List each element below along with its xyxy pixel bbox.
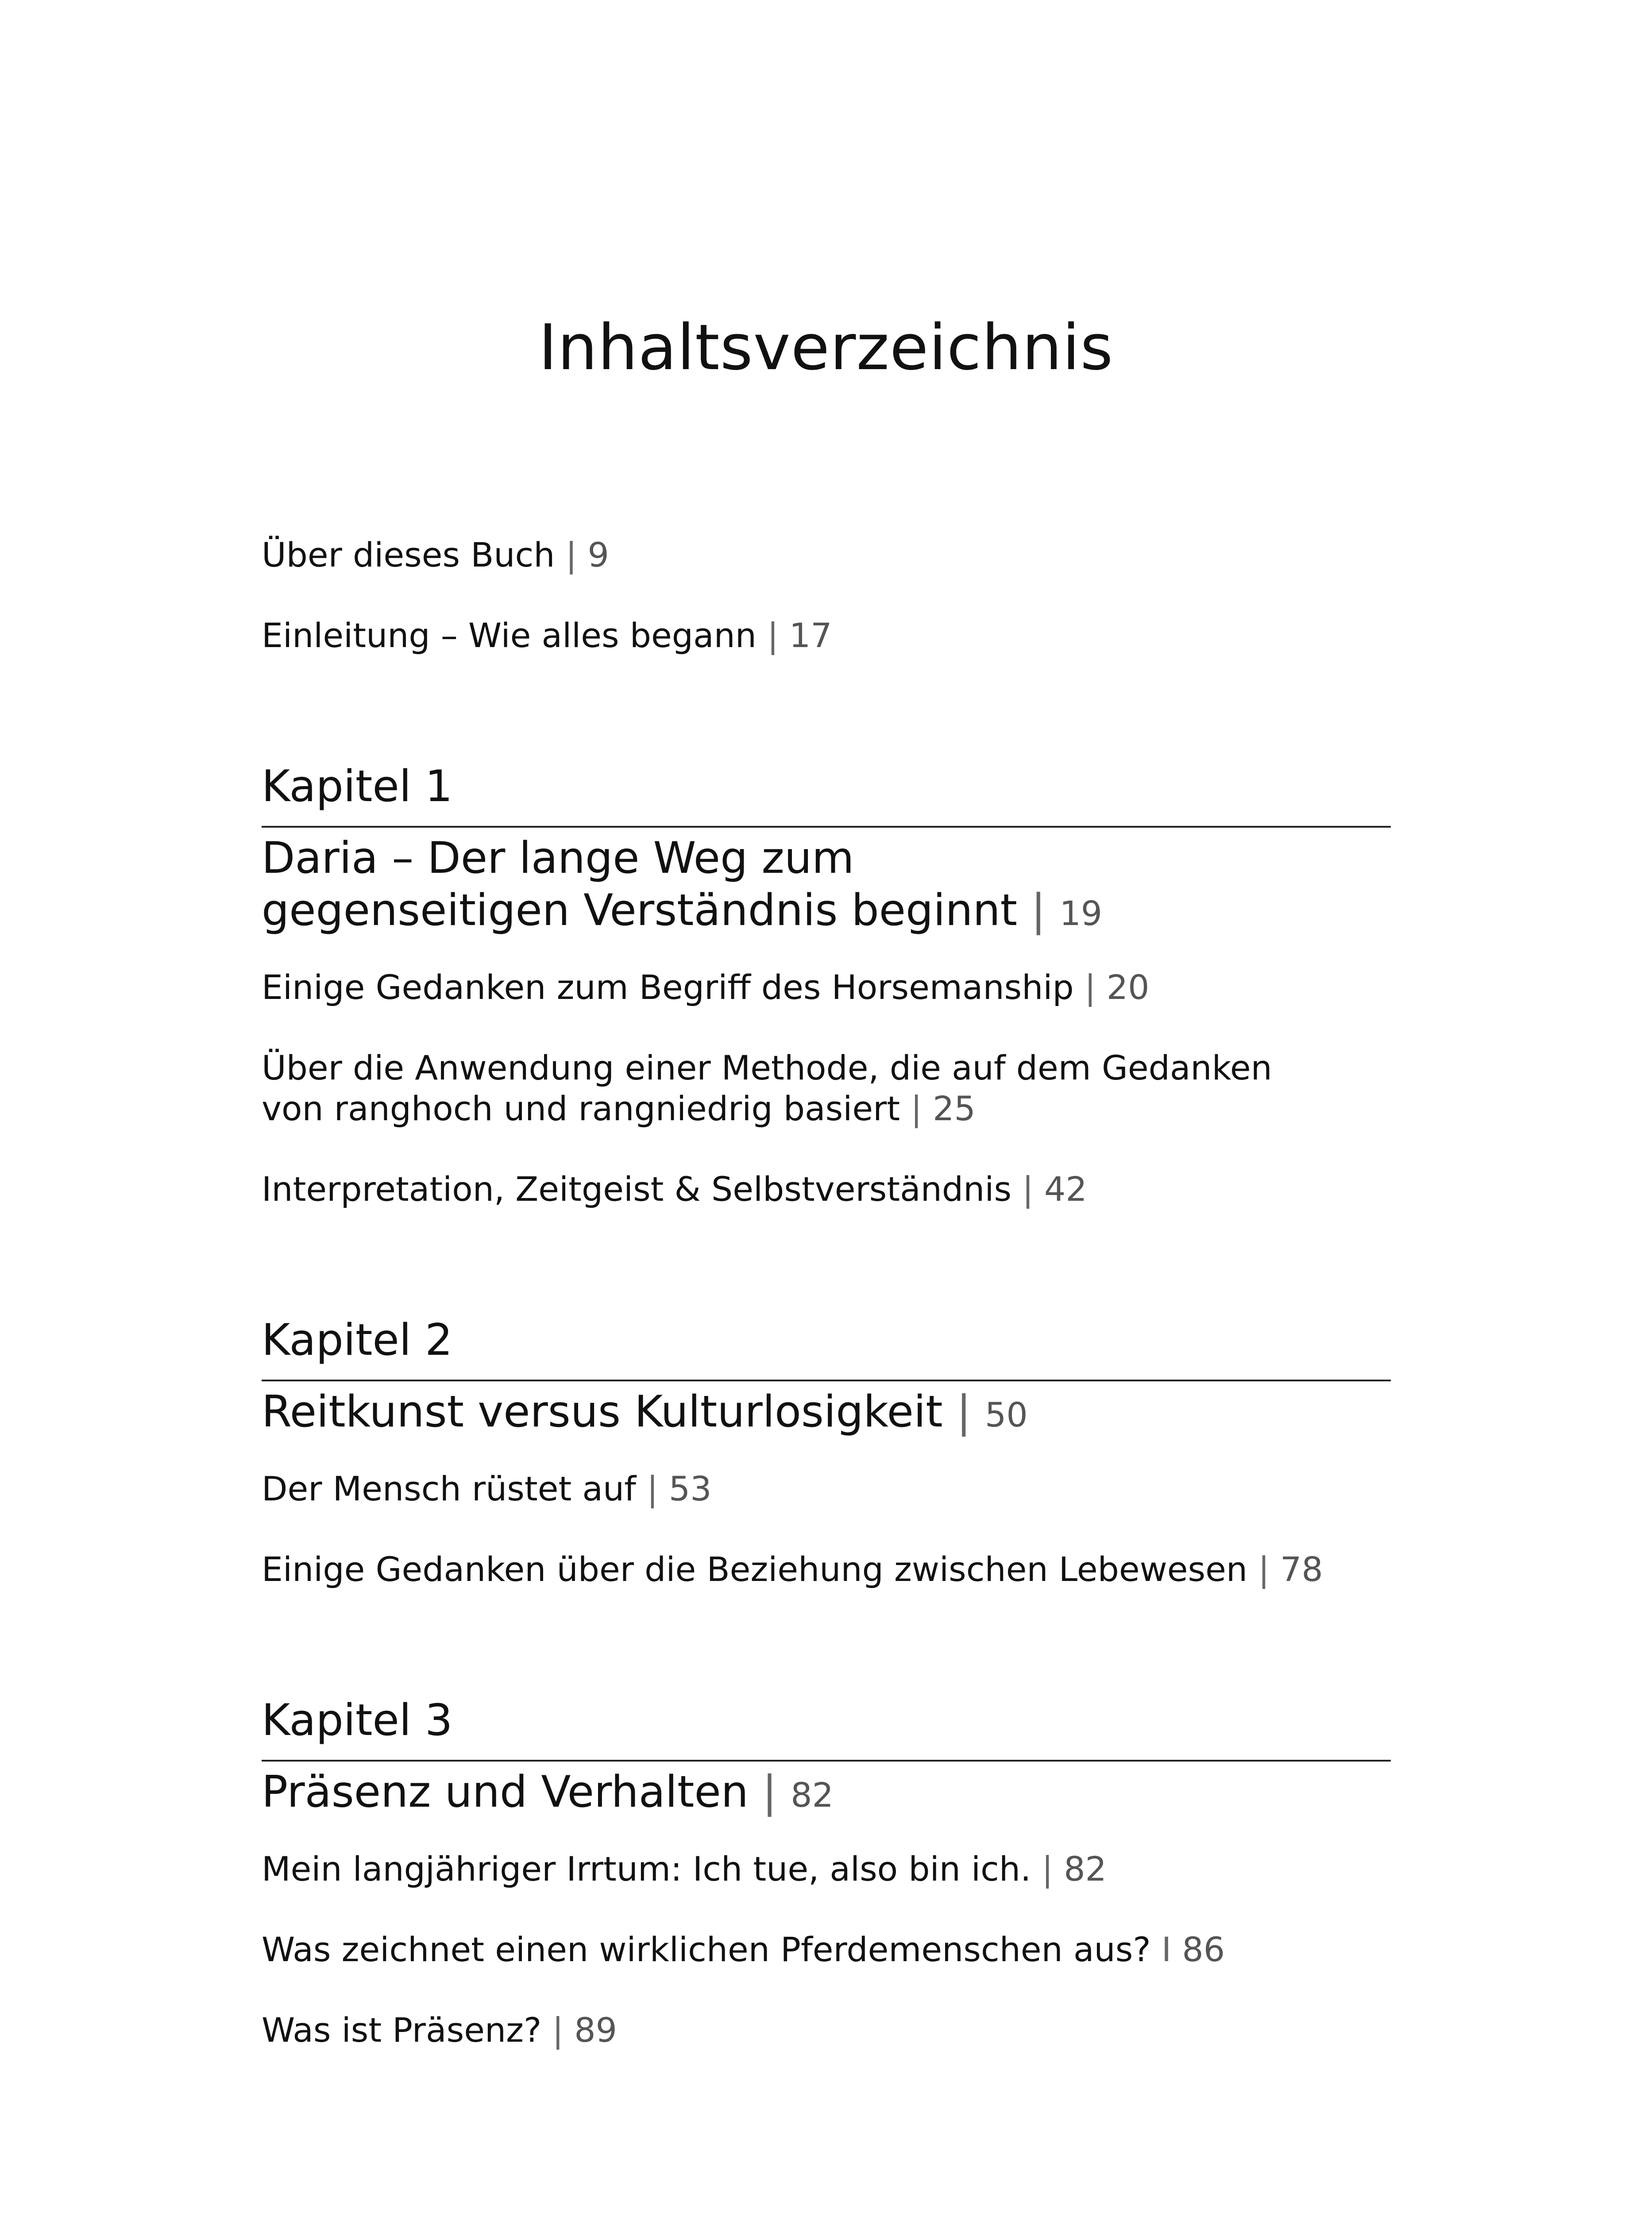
page-number: 82 xyxy=(791,1775,834,1815)
page-number: 86 xyxy=(1182,1930,1225,1969)
page-number: 20 xyxy=(1106,968,1150,1007)
page-separator: I xyxy=(1161,1930,1172,1969)
page-title: Inhaltsverzeichnis xyxy=(538,311,1114,385)
toc-entry xyxy=(262,1849,1391,1889)
entry-text: Mein langjähriger Irrtum: Ich tue, also bin ich. | 82 xyxy=(262,1849,1107,1889)
page-number: 78 xyxy=(1280,1550,1323,1589)
page-number: 25 xyxy=(933,1089,976,1128)
chapter-label: Kapitel 2 xyxy=(262,1316,1391,1381)
chapter-label: Kapitel 1 xyxy=(262,762,1391,828)
page-number: 89 xyxy=(574,2010,618,2050)
entry-text: Was zeichnet einen wirklichen Pferdemenschen aus? I 86 xyxy=(262,1930,1225,1969)
page-separator: | xyxy=(1022,1169,1034,1209)
page-number: 42 xyxy=(1044,1169,1087,1209)
page-number: 19 xyxy=(1059,894,1103,933)
entry-text: Über dieses Buch | 9 xyxy=(262,535,609,574)
chapter-label: Kapitel 3 xyxy=(262,1696,1391,1762)
toc-entry xyxy=(262,2010,1391,2051)
page-separator: | xyxy=(956,1387,971,1437)
page-separator: | xyxy=(767,616,779,655)
entry-text: Einleitung – Wie alles begann | 17 xyxy=(262,616,832,655)
page-separator: | xyxy=(552,2010,564,2050)
chapter-title: Daria – Der lange Weg zum gegenseitigen Verständnis beginnt | 19 xyxy=(262,833,1103,936)
page-number: 53 xyxy=(668,1469,712,1508)
page-number: 9 xyxy=(587,535,609,574)
toc-entry xyxy=(262,1549,1391,1590)
page-separator: | xyxy=(911,1089,922,1128)
page-separator: | xyxy=(647,1469,658,1508)
page-number: 82 xyxy=(1064,1849,1107,1889)
entry-text: Was ist Präsenz? | 89 xyxy=(262,2010,618,2050)
toc-entry xyxy=(262,967,1391,1008)
entry-text: Einige Gedanken über die Beziehung zwischen Lebewesen | 78 xyxy=(262,1550,1323,1589)
entry-text: Einige Gedanken zum Begriff des Horsemanship | 20 xyxy=(262,968,1150,1007)
toc-entry xyxy=(262,615,1391,656)
chapter-title: Präsenz und Verhalten | 82 xyxy=(262,1767,834,1817)
table-of-contents xyxy=(262,535,1391,2051)
toc-entry xyxy=(262,1469,1391,1509)
toc-entry xyxy=(262,535,1391,575)
toc-entry xyxy=(262,1929,1391,1970)
page-number: 50 xyxy=(984,1395,1028,1434)
chapter-section xyxy=(262,1696,1391,2051)
toc-entry xyxy=(262,1169,1391,1210)
chapter-section xyxy=(262,1316,1391,1590)
page-number: 17 xyxy=(789,616,832,655)
entry-text: Über die Anwendung einer Methode, die auf dem Gedanken xyxy=(262,1048,1272,1087)
entry-text: Der Mensch rüstet auf | 53 xyxy=(262,1469,712,1508)
front-matter xyxy=(262,535,1391,656)
chapter-section xyxy=(262,762,1391,1210)
page-separator: | xyxy=(1042,1849,1054,1889)
page-separator: | xyxy=(1084,968,1096,1007)
page-separator: | xyxy=(1258,1550,1270,1589)
toc-entry xyxy=(262,1048,1391,1129)
entry-text: Interpretation, Zeitgeist & Selbstverständnis | 42 xyxy=(262,1169,1087,1209)
page-separator: | xyxy=(762,1767,777,1817)
page-separator: | xyxy=(1031,885,1046,936)
chapter-title: Reitkunst versus Kulturlosigkeit | 50 xyxy=(262,1387,1028,1437)
page-separator: | xyxy=(565,535,577,574)
entry-text: von ranghoch und rangniedrig basiert | 25 xyxy=(262,1089,976,1128)
